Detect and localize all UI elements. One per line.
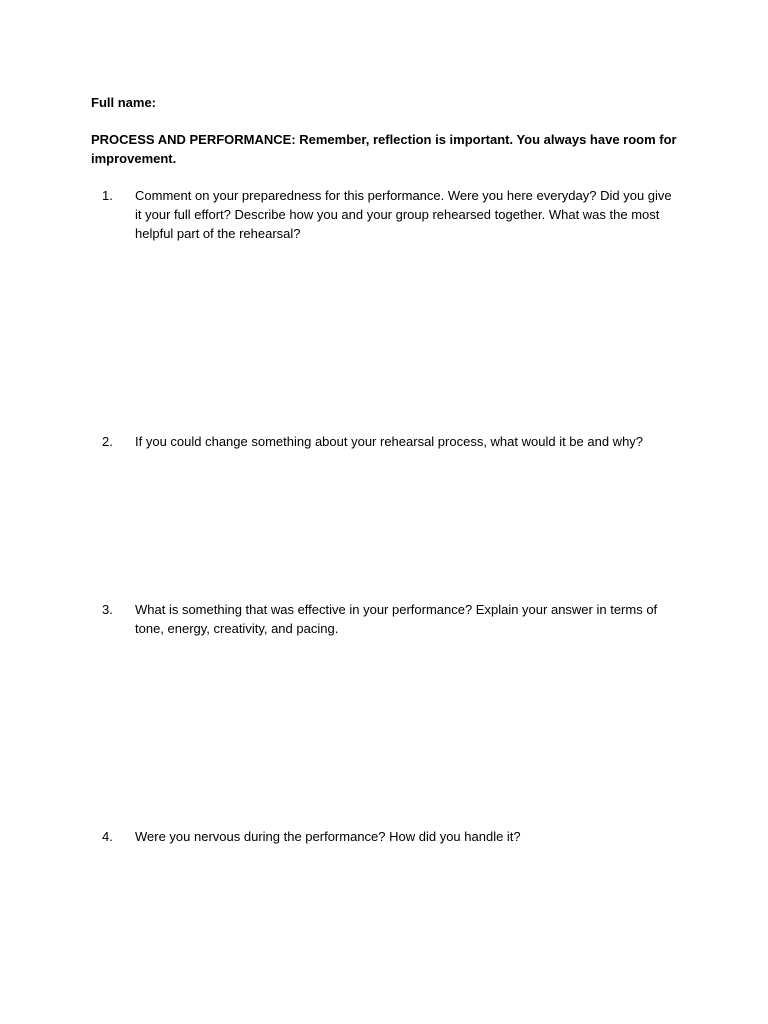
question-text: If you could change something about your rehearsal process, what would it be and why?	[135, 434, 644, 449]
question-number: 1.	[102, 188, 113, 203]
question-text: What is something that was effective in your performance? Explain your answer in terms of tone, energy, creativity, and pacing.	[135, 602, 658, 636]
question-text: Comment on your preparedness for this performance. Were you here everyday? Did you give it your full effort? Describe how you and your group rehearsed together. What was the most helpful part of the rehearsal?	[135, 188, 672, 241]
full-name-label: Full name:	[91, 95, 157, 110]
question-text: Were you nervous during the performance? How did you handle it?	[135, 829, 521, 844]
intro-heading: PROCESS AND PERFORMANCE: Remember, reflection is important. You always have room for improvement.	[91, 132, 677, 166]
question-number: 4.	[102, 829, 113, 844]
question-number: 3.	[102, 602, 113, 617]
question-number: 2.	[102, 434, 113, 449]
